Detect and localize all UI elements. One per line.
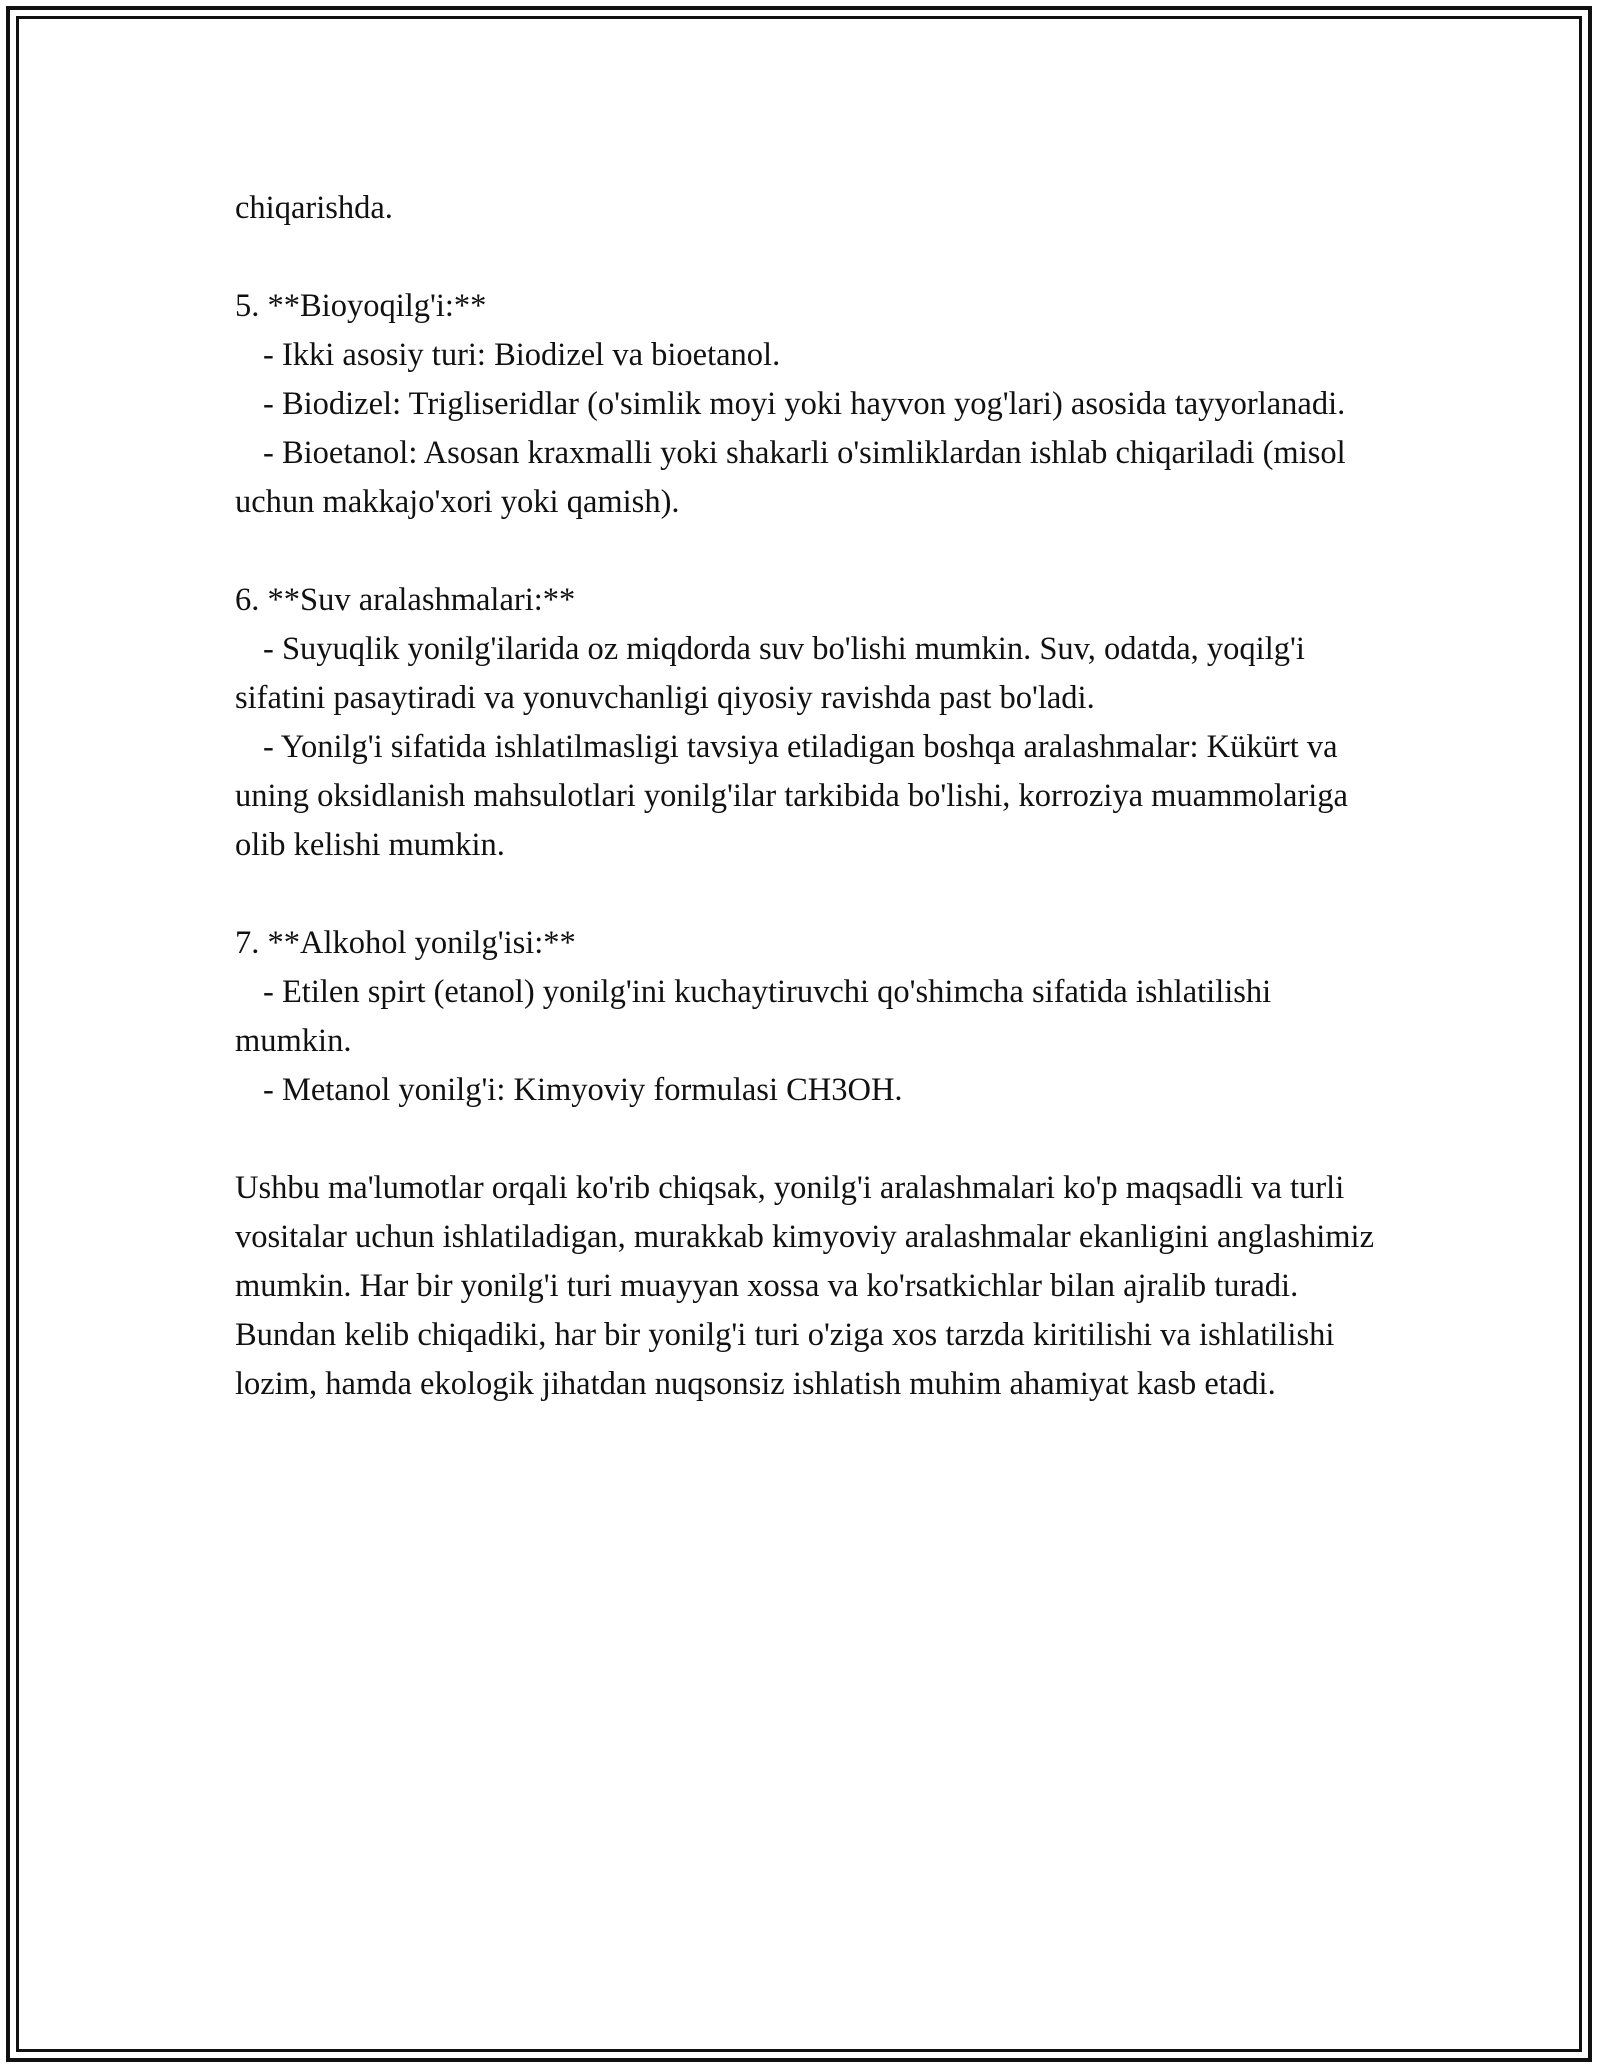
list-item: - Suyuqlik yonilg'ilarida oz miqdorda suv bo'lishi mumkin. Suv, odatda, yoqilg'i sifatini pasaytiradi va yonuvchanligi qiyosiy ravishda past bo'ladi.	[235, 631, 1305, 716]
list-item: - Etilen spirt (etanol) yonilg'ini kuchaytiruvchi qo'shimcha sifatida ishlatilishi mumkin.	[235, 974, 1272, 1059]
section-suv-aralashmalari	[235, 576, 1385, 870]
list-item: - Yonilg'i sifatida ishlatilmasligi tavsiya etiladigan boshqa aralashmalar: Kükürt va uning oksidlanish mahsulotlari yonilg'ilar tarkibida bo'lishi, korroziya muammolariga olib kelishi mumkin.	[235, 729, 1348, 863]
list-item: - Ikki asosiy turi: Biodizel va bioetanol.	[263, 337, 781, 373]
paragraph-gap	[235, 1115, 1385, 1164]
conclusion-paragraph: Ushbu ma'lumotlar orqali ko'rib chiqsak, yonilg'i aralashmalari ko'p maqsadli va turli vositalar uchun ishlatiladigan, murakkab kimyoviy aralashmalar ekanligini anglashimiz mumkin. Har bir yonilg'i turi muayyan xossa va ko'rsatkichlar bilan ajralib turadi. Bundan kelib chiqadiki, har bir yonilg'i turi o'ziga xos tarzda kiritilishi va ishlatilishi lozim, hamda ekologik jihatdan nuqsonsiz ishlatish muhim ahamiyat kasb etadi.	[235, 1170, 1374, 1402]
section-heading: 5. **Bioyoqilg'i:**	[235, 288, 487, 324]
intro-fragment: chiqarishda.	[235, 190, 393, 226]
section-heading: 7. **Alkohol yonilg'isi:**	[235, 925, 576, 961]
section-heading: 6. **Suv aralashmalari:**	[235, 582, 576, 618]
paragraph-gap	[235, 527, 1385, 576]
list-item: - Metanol yonilg'i: Kimyoviy formulasi CH3OH.	[263, 1072, 903, 1108]
section-alkohol-yonilgisi	[235, 919, 1385, 1115]
list-item: - Biodizel: Trigliseridlar (o'simlik moyi yoki hayvon yog'lari) asosida tayyorlanadi.	[263, 386, 1346, 422]
list-item: - Bioetanol: Asosan kraxmalli yoki shakarli o'simliklardan ishlab chiqariladi (misol uchun makkajo'xori yoki qamish).	[235, 435, 1346, 520]
paragraph-gap	[235, 233, 1385, 282]
document-body	[235, 184, 1385, 1409]
paragraph-gap	[235, 870, 1385, 919]
section-bioyoqilgi	[235, 282, 1385, 527]
